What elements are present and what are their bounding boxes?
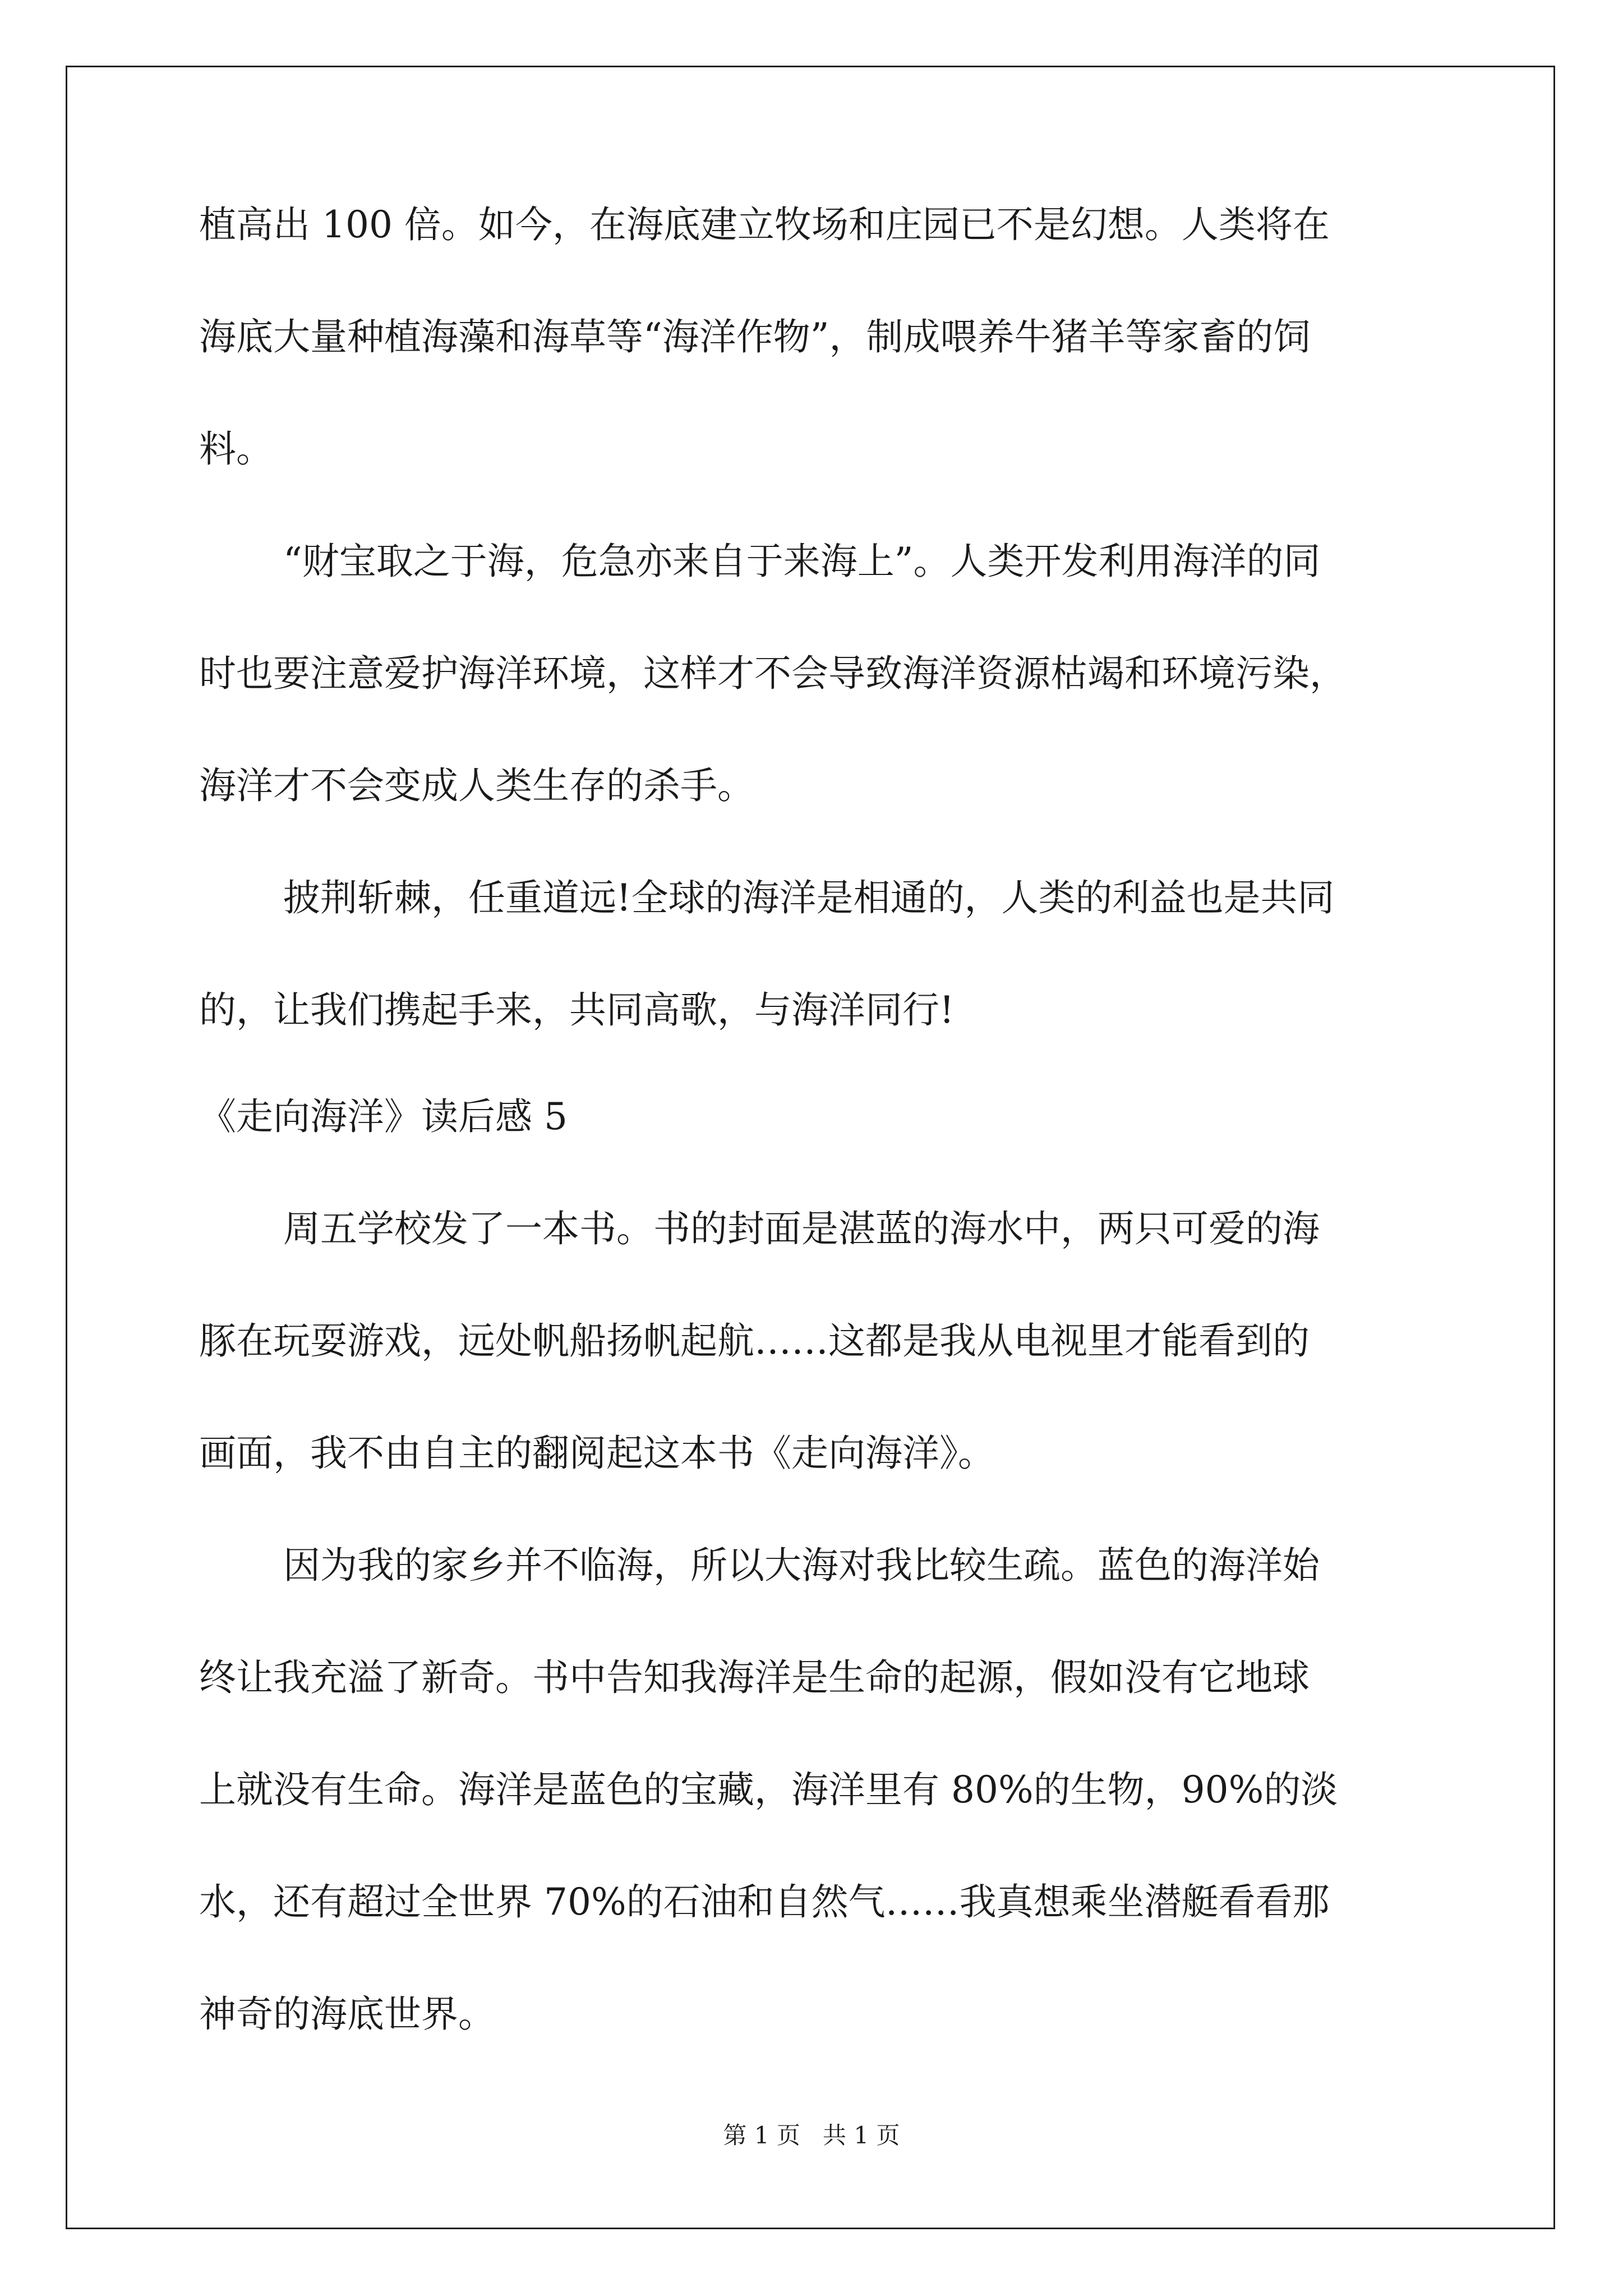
text-line: 植高出 100 倍。如今，在海底建立牧场和庄园已不是幻想。人类将在 <box>199 203 1330 246</box>
text-line: 神奇的海底世界。 <box>199 1993 495 2036</box>
text-line: 画面，我不由自主的翻阅起这本书《走向海洋》。 <box>199 1432 995 1475</box>
paragraph-start-line: “财宝取之于海，危急亦来自于来海上”。人类开发利用海洋的同 <box>283 540 1321 583</box>
text-line: 上就没有生命。海洋是蓝色的宝藏，海洋里有 80%的生物，90%的淡 <box>199 1768 1338 1811</box>
text-line: 料。 <box>199 427 273 471</box>
text-line: 海底大量种植海藻和海草等“海洋作物”，制成喂养牛猪羊等家畜的饲 <box>199 315 1311 358</box>
paragraph-start-line: 披荆斩棘，任重道远!全球的海洋是相通的，人类的利益也是共同 <box>283 876 1335 919</box>
text-line: 水，还有超过全世界 70%的石油和自然气……我真想乘坐潜艇看看那 <box>199 1880 1330 1924</box>
text-line: 的，让我们携起手来，共同高歌，与海洋同行! <box>199 988 955 1032</box>
paragraph-start-line: 因为我的家乡并不临海，所以大海对我比较生疏。蓝色的海洋始 <box>283 1544 1320 1587</box>
page-footer: 第 1 页 共 1 页 <box>723 2122 900 2149</box>
paragraph-start-line: 周五学校发了一本书。书的封面是湛蓝的海水中，两只可爱的海 <box>283 1207 1320 1250</box>
text-line: 终让我充溢了新奇。书中告知我海洋是生命的起源，假如没有它地球 <box>199 1656 1310 1699</box>
text-line: 豚在玩耍游戏，远处帆船扬帆起航……这都是我从电视里才能看到的 <box>199 1319 1310 1363</box>
text-line: 海洋才不会变成人类生存的杀手。 <box>199 764 754 807</box>
section-heading: 《走向海洋》读后感 5 <box>199 1095 568 1138</box>
text-line: 时也要注意爱护海洋环境，这样才不会导致海洋资源枯竭和环境污染， <box>199 652 1347 695</box>
